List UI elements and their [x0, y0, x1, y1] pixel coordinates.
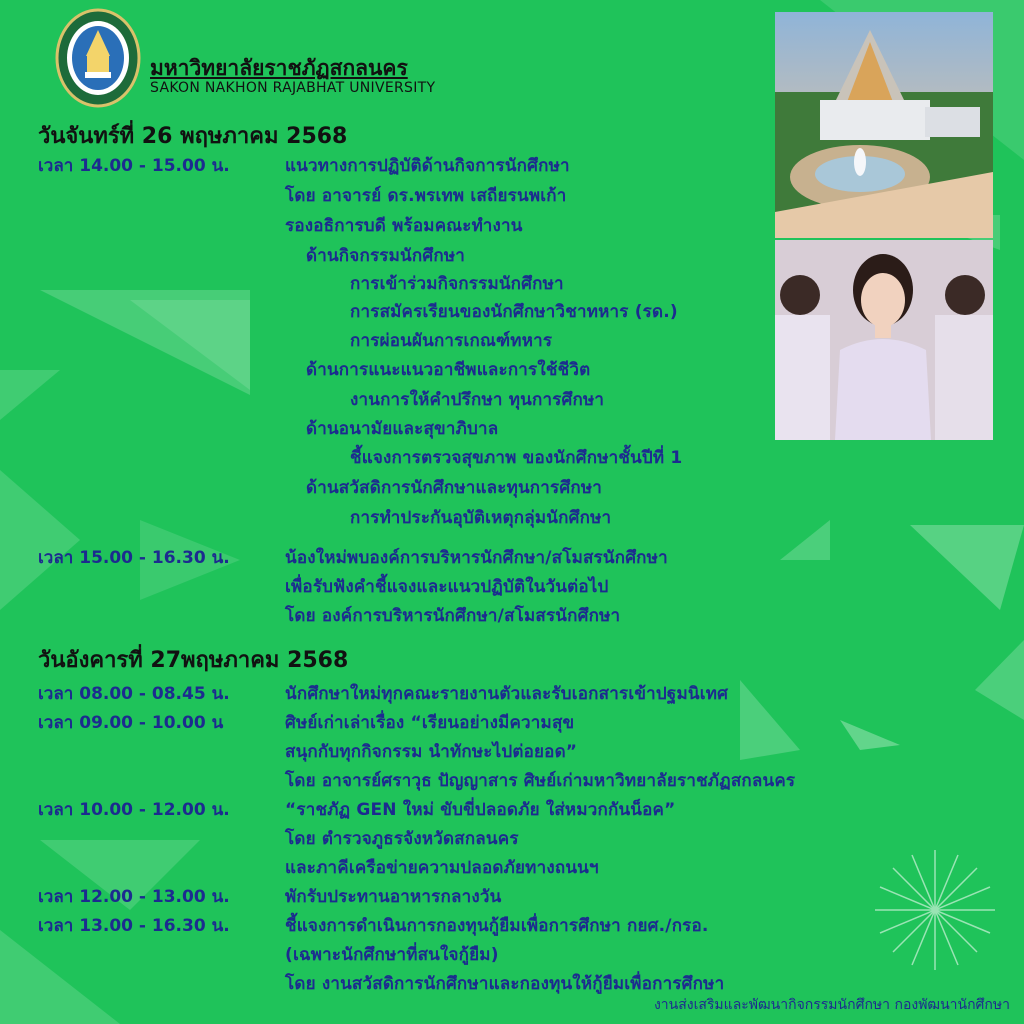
day2-session5-line1: ชี้แจงการดำเนินการกองทุนกู้ยืมเพื่อการศึกษา กยศ./กรอ.: [285, 916, 709, 936]
day1-session2-line2: เพื่อรับฟังคำชี้แจงและแนวปฏิบัติในวันต่อไป: [285, 577, 609, 597]
day1-topic-career-a: งานการให้คำปรึกษา ทุนการศึกษา: [350, 390, 605, 410]
day1-topic-activities-a: การเข้าร่วมกิจกรรมนักศึกษา: [350, 274, 564, 294]
day2-session5-line2: (เฉพาะนักศึกษาที่สนใจกู้ยืม): [285, 945, 499, 965]
campus-photo: [775, 12, 993, 238]
day1-session2-line3: โดย องค์การบริหารนักศึกษา/สโมสรนักศึกษา: [285, 606, 621, 626]
day1-session1-role: รองอธิการบดี พร้อมคณะทำงาน: [285, 216, 523, 236]
day2-session5-time: เวลา 13.00 - 16.30 น.: [38, 916, 230, 936]
day2-session4-line1: พักรับประทานอาหารกลางวัน: [285, 887, 502, 907]
day2-session4-time: เวลา 12.00 - 13.00 น.: [38, 887, 230, 907]
day2-session2-line1: ศิษย์เก่าเล่าเรื่อง “เรียนอย่างมีความสุข: [285, 713, 575, 733]
day1-session2-time: เวลา 15.00 - 16.30 น.: [38, 548, 230, 568]
day1-topic-activities-b: การสมัครเรียนของนักศึกษาวิชาทหาร (รด.): [350, 302, 678, 322]
day1-heading: วันจันทร์ที่ 26 พฤษภาคม 2568: [38, 124, 348, 149]
starburst-icon: [875, 850, 995, 970]
day2-session1-time: เวลา 08.00 - 08.45 น.: [38, 684, 230, 704]
day2-session1-line1: นักศึกษาใหม่ทุกคณะรายงานตัวและรับเอกสารเข้าปฐมนิเทศ: [285, 684, 729, 704]
day2-heading: วันอังคารที่ 27พฤษภาคม 2568: [38, 648, 349, 673]
day2-session5-line3: โดย งานสวัสดิการนักศึกษาและกองทุนให้กู้ยืมเพื่อการศึกษา: [285, 974, 725, 994]
day1-session1-time: เวลา 14.00 - 15.00 น.: [38, 156, 230, 176]
day1-topic-activities-c: การผ่อนผันการเกณฑ์ทหาร: [350, 331, 553, 351]
day1-topic-welfare-a: การทำประกันอุบัติเหตุกลุ่มนักศึกษา: [350, 508, 612, 528]
student-photo: [775, 240, 993, 440]
day2-session2-line2: สนุกกับทุกกิจกรรม นำทักษะไปต่อยอด”: [285, 742, 578, 762]
day2-session3-line1: “ราชภัฏ GEN ใหม่ ขับขี่ปลอดภัย ใส่หมวกกันน็อค”: [285, 800, 676, 820]
university-logo: [55, 8, 141, 108]
day2-session3-line2: โดย ตำรวจภูธรจังหวัดสกลนคร: [285, 829, 519, 849]
university-name-thai: มหาวิทยาลัยราชภัฏสกลนคร: [150, 56, 408, 80]
day1-session2-line1: น้องใหม่พบองค์การบริหารนักศึกษา/สโมสรนักศึกษา: [285, 548, 668, 568]
footer-credit: งานส่งเสริมและพัฒนากิจกรรมนักศึกษา กองพัฒนานักศึกษา: [653, 997, 1010, 1013]
day1-session1-speaker: โดย อาจารย์ ดร.พรเทพ เสถียรนพเก้า: [285, 186, 567, 206]
day1-topic-activities: ด้านกิจกรรมนักศึกษา: [306, 246, 465, 266]
day2-session3-time: เวลา 10.00 - 12.00 น.: [38, 800, 230, 820]
day2-session3-line3: และภาคีเครือข่ายความปลอดภัยทางถนนฯ: [285, 858, 599, 878]
day2-session2-line3: โดย อาจารย์ศราวุธ ปัญญาสาร ศิษย์เก่ามหาวิทยาลัยราชภัฏสกลนคร: [285, 771, 796, 791]
day1-topic-welfare: ด้านสวัสดิการนักศึกษาและทุนการศึกษา: [306, 478, 603, 498]
day1-topic-career: ด้านการแนะแนวอาชีพและการใช้ชีวิต: [306, 360, 591, 380]
day1-session1-title: แนวทางการปฏิบัติด้านกิจการนักศึกษา: [285, 156, 570, 176]
day1-topic-health: ด้านอนามัยและสุขาภิบาล: [306, 419, 499, 439]
day2-session2-time: เวลา 09.00 - 10.00 น: [38, 713, 224, 733]
day1-topic-health-a: ชี้แจงการตรวจสุขภาพ ของนักศึกษาชั้นปีที่ 1: [350, 448, 683, 468]
university-name-english: SAKON NAKHON RAJABHAT UNIVERSITY: [150, 80, 436, 96]
